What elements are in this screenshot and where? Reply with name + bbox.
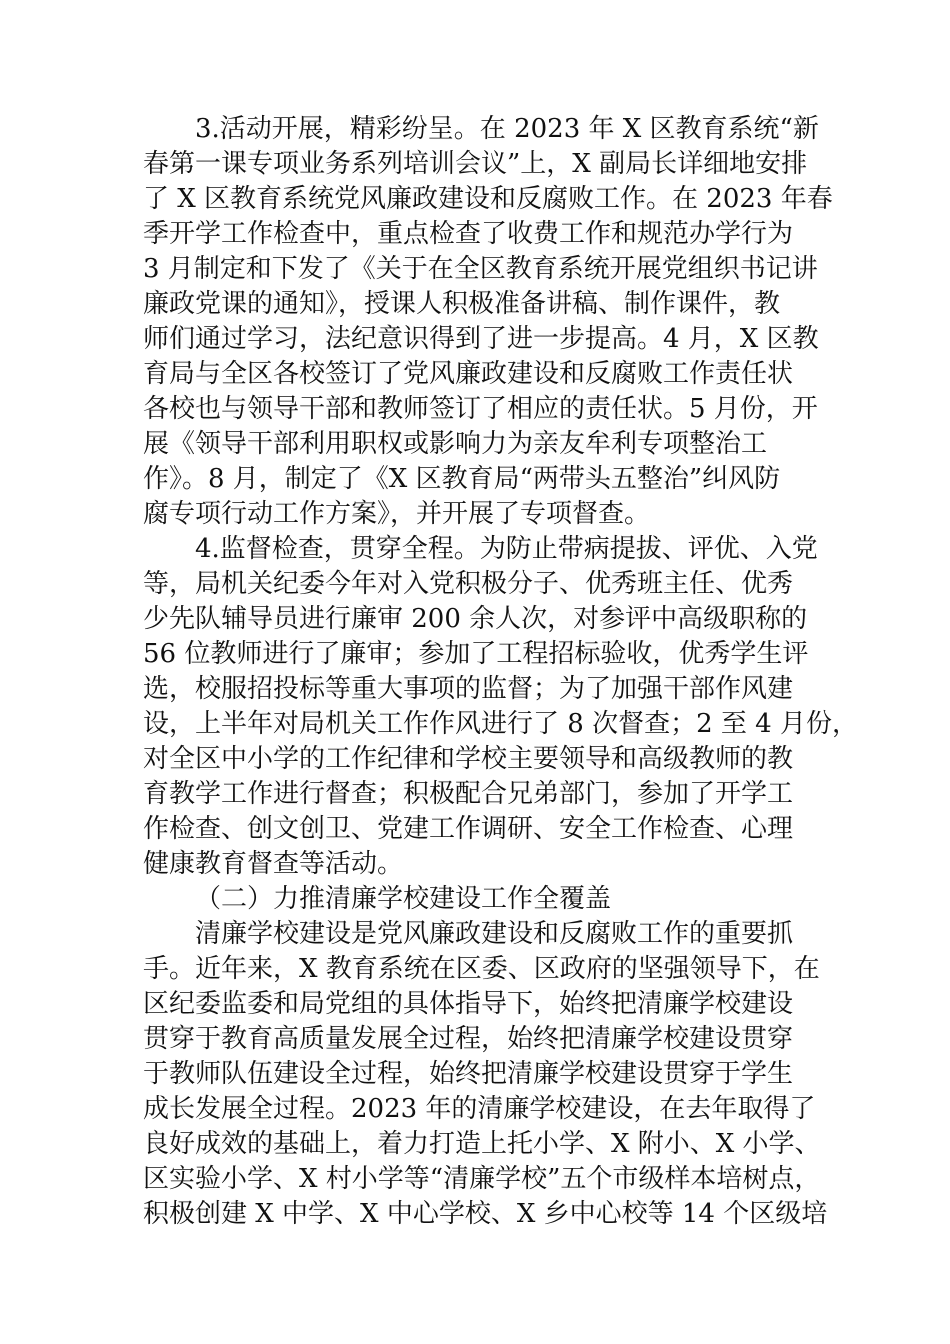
- paragraph-line: 了 X 区教育系统党风廉政建设和反腐败工作。在 2023 年春: [143, 184, 833, 214]
- paragraph-line: 贯穿于教育高质量发展全过程，始终把清廉学校建设贯穿: [143, 1024, 794, 1054]
- paragraph-line: 设，上半年对局机关工作作风进行了 8 次督查；2 至 4 月份，: [143, 709, 858, 739]
- paragraph-line: 良好成效的基础上，着力打造上托小学、X 附小、X 小学、: [143, 1129, 821, 1159]
- paragraph-line: 各校也与领导干部和教师签订了相应的责任状。5 月份，开: [143, 394, 818, 424]
- paragraph-line: 对全区中小学的工作纪律和学校主要领导和高级教师的教: [143, 744, 794, 774]
- paragraph-line: 积极创建 X 中学、X 中心学校、X 乡中心校等 14 个区级培: [143, 1199, 828, 1229]
- paragraph-line: 育教学工作进行督查；积极配合兄弟部门，参加了开学工: [143, 779, 794, 809]
- paragraph-line: 廉政党课的通知》，授课人积极准备讲稿、制作课件，教: [143, 289, 781, 319]
- paragraph-line: 手。近年来，X 教育系统在区委、区政府的坚强领导下，在: [143, 954, 820, 984]
- paragraph-line: 3.活动开展，精彩纷呈。在 2023 年 X 区教育系统“新: [195, 114, 819, 144]
- paragraph-line: 于教师队伍建设全过程，始终把清廉学校建设贯穿于学生: [143, 1059, 794, 1089]
- paragraph-line: 3 月制定和下发了《关于在全区教育系统开展党组织书记讲: [143, 254, 818, 284]
- paragraph-line: 成长发展全过程。2023 年的清廉学校建设，在去年取得了: [143, 1094, 816, 1124]
- paragraph-line: 少先队辅导员进行廉审 200 余人次，对参评中高级职称的: [143, 604, 808, 634]
- paragraph-line: 作检查、创文创卫、党建工作调研、安全工作检查、心理: [143, 814, 794, 844]
- document-page: [143, 112, 858, 1232]
- paragraph-line: 4.监督检查，贯穿全程。为防止带病提拔、评优、入党: [195, 534, 818, 564]
- paragraph-line: 育局与全区各校签订了党风廉政建设和反腐败工作责任状: [143, 359, 794, 389]
- paragraph-line: 区实验小学、X 村小学等“清廉学校”五个市级样本培树点，: [143, 1164, 821, 1194]
- paragraph-line: 春第一课专项业务系列培训会议”上，X 副局长详细地安排: [143, 149, 808, 179]
- paragraph-line: 等，局机关纪委今年对入党积极分子、优秀班主任、优秀: [143, 569, 794, 599]
- paragraph-line: 展《领导干部利用职权或影响力为亲友牟利专项整治工: [143, 429, 768, 459]
- paragraph-line: 季开学工作检查中，重点检查了收费工作和规范办学行为: [143, 219, 794, 249]
- paragraph-line: 健康教育督查等活动。: [143, 849, 404, 879]
- section-heading: （二）力推清廉学校建设工作全覆盖: [195, 884, 612, 914]
- paragraph-line: 选，校服招投标等重大事项的监督；为了加强干部作风建: [143, 674, 794, 704]
- paragraph-line: 区纪委监委和局党组的具体指导下，始终把清廉学校建设: [143, 989, 794, 1019]
- paragraph-line: 清廉学校建设是党风廉政建设和反腐败工作的重要抓: [195, 919, 794, 949]
- paragraph-line: 作》。8 月，制定了《X 区教育局“两带头五整治”纠风防: [143, 464, 781, 494]
- paragraph-line: 56 位教师进行了廉审；参加了工程招标验收，优秀学生评: [143, 639, 809, 669]
- paragraph-line: 腐专项行动工作方案》，并开展了专项督查。: [143, 499, 651, 529]
- paragraph-line: 师们通过学习，法纪意识得到了进一步提高。4 月，X 区教: [143, 324, 819, 354]
